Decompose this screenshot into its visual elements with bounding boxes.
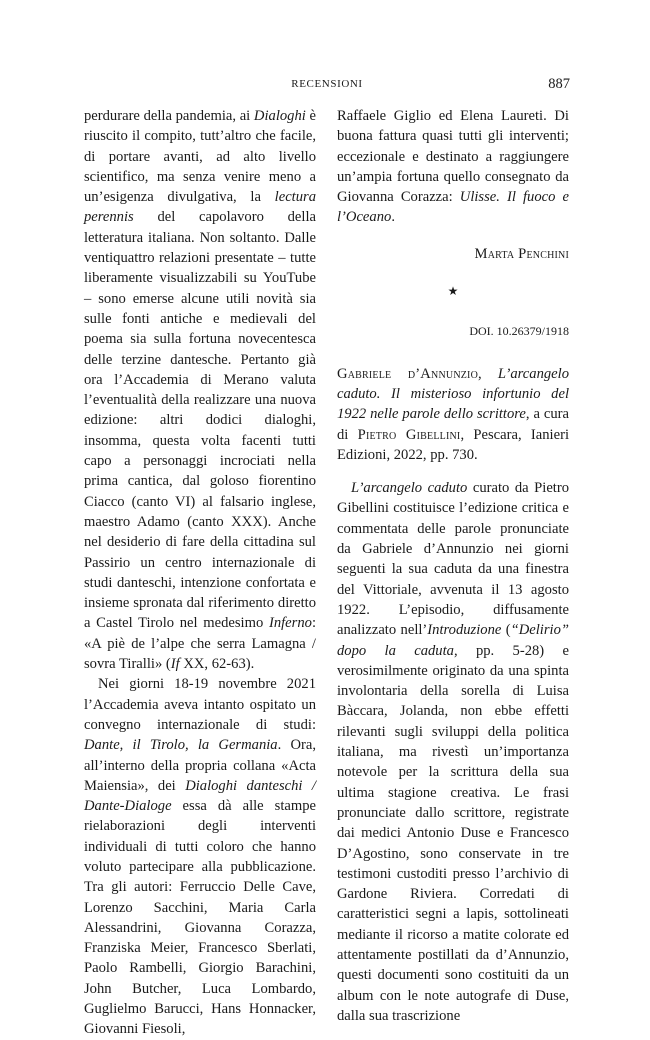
doi-reference: DOI. 10.26379/1918 xyxy=(469,324,569,339)
left-column xyxy=(84,106,316,1040)
running-title: RECENSIONI xyxy=(291,78,363,90)
running-header xyxy=(84,76,570,94)
left-paragraph-2: Nei giorni 18-19 novembre 2021 l’Accademia aveva intanto ospitato un convegno internazionale di studi: Dante, il Tirolo, la Germania. Ora, all’interno della propria collana «Acta Maiensia», dei Dialoghi danteschi / Dante-Dialoge essa dà alle stampe rielaborazioni degli interventi individuali di tutti coloro che hanno voluto partecipare alla pubblicazione. Tra gli autori: Ferruccio Delle Cave, Lorenzo Sacchini, Maria Carla Alessandrini, Giovanna Corazza, Franziska Meier, Francesco Sberlati, Paolo Rambelli, Giorgio Barachini, John Butcher, Luca Lombardo, Guglielmo Barucci, Hans Honnacker, Giovanni Fiesoli, xyxy=(84,676,316,1038)
review-body-paragraph: L’arcangelo caduto curato da Pietro Gibellini costituisce l’edizione critica e commentata delle parole pronunciate da Gabriele d’Annunzio nei giorni seguenti la sua caduta da una finestra del Vittoriale, avvenuta il 13 agosto 1922. L’episodio, diffusamente analizzato nell’Introduzione (“Delirio” dopo la caduta, pp. 5-28) e verosimilmente originato da una spinta involontaria della sorella di Luisa Bàccara, Jolanda, non ebbe effetti rilevanti sugli sviluppi della politica italiana, ma rivestì un’importanza notevole per la scrittura della sua ultima stagione creativa. Le frasi pronunciate dallo scrittore, registrate dai medici Antonio Duse e Francesco D’Agostino, sono conservate in tre testimoni custoditi presso l’archivio di Gardone Riviera. Corredati di caratteristici segni a lapis, sottolineati mediante il ricorso a matite colorate ed attentamente postillati da d’Annunzio, questi documenti sono costituiti da un album con le note autografe di Duse, dalla sua trascrizione xyxy=(337,480,570,1024)
bibliographic-entry: Gabriele d’Annunzio, L’arcangelo caduto. Il misterioso infortunio del 1922 nelle parole dello scrittore, a cura di Pietro Gibellini, Pescara, Ianieri Edizioni, 2022, pp. 730. xyxy=(337,365,570,463)
reviewer-signature: Marta Penchini xyxy=(474,245,569,262)
right-paragraph-1: Raffaele Giglio ed Elena Laureti. Di buona fattura quasi tutti gli interventi; eccezionale e destinato a raggiungere un’ampia fortuna quello consegnato da Giovanna Corazza: Ulisse. Il fuoco e l’Oceano. xyxy=(337,108,569,226)
page-number: 887 xyxy=(548,76,570,92)
star-separator-icon: ★ xyxy=(447,284,459,299)
left-paragraph-1: perdurare della pandemia, ai Dialoghi è riuscito il compito, tutt’altro che facile, di portare avanti, ad alto livello scientifico, ma senza venire meno a un’esigenza divulgativa, la lectura perennis del capolavoro della letteratura italiana. Non soltanto. Dalle ventiquattro relazioni presentate – tutte liberamente visualizzabili su YouTube – sono emerse alcune utili novità sia sulle fonti antiche e medievali del poema sia sulla fortuna novecentesca delle terzine dantesche. Pertanto già ora l’Accademia di Merano valuta l’eventualità della realizzare una nuova edizione: altri dodici dialoghi, insomma, questa volta facenti tutti capo a personaggi incrociati nella prima cantica, dal goloso fiorentino Ciacco (canto VI) al falsario inglese, maestro Adamo (canto XXX). Anche nel desiderio di fare della cittadina sul Passirio un centro internazionale di studi danteschi, intenzione confortata e insieme spronata dal riferimento diretto a Castel Tirolo nel medesimo Inferno: «A piè de l’alpe che serra Lamagna / sovra Tiralli» (If XX, 62-63). xyxy=(84,108,316,673)
right-column xyxy=(337,106,569,1026)
